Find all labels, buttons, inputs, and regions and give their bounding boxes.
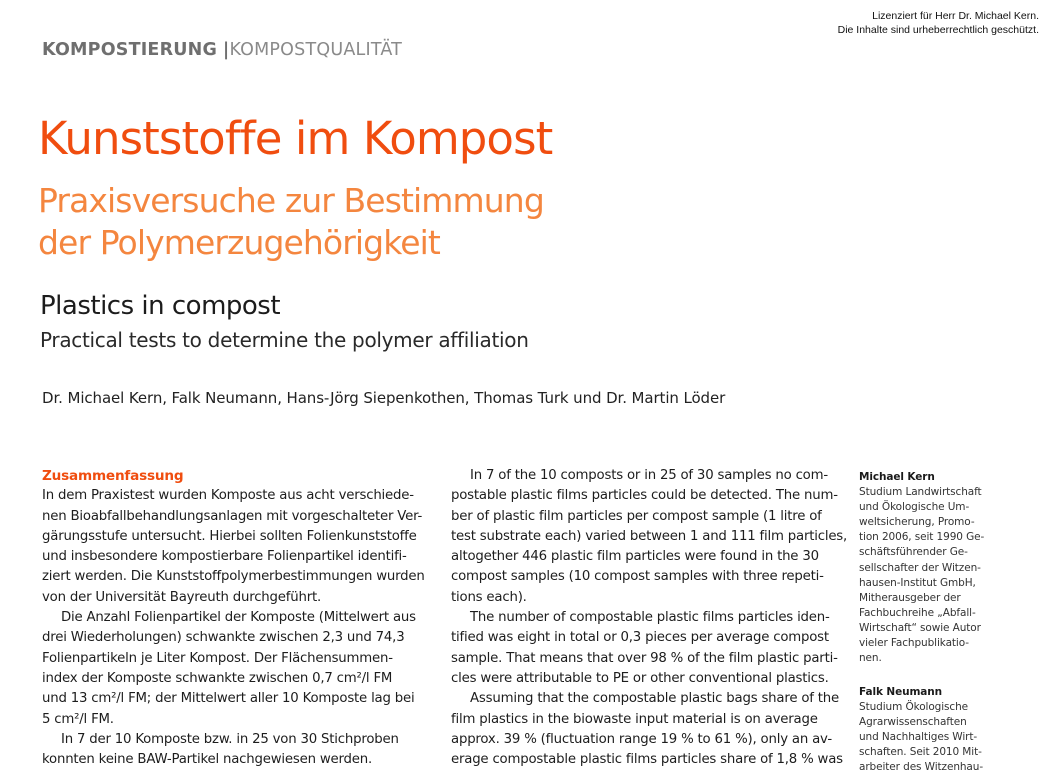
text-line: In dem Praxistest wurden Komposte aus acht verschiede- <box>42 488 414 504</box>
text-line: tions each). <box>451 589 527 605</box>
author-bio <box>859 470 984 666</box>
bio-line: und Ökologische Um- <box>859 501 970 514</box>
section-header <box>42 40 402 60</box>
bio-line: vieler Fachpublikatio- <box>859 637 969 650</box>
text-line: drei Wiederholungen) schwankte zwischen 2,3 und 74,3 <box>42 630 405 646</box>
section-subcategory: KOMPOSTQUALITÄT <box>229 40 403 60</box>
text-line: altogether 446 plastic film particles were found in the 30 <box>451 549 819 565</box>
text-line: ber of plastic film particles per compost sample (1 litre of <box>451 508 822 524</box>
abstract-english <box>451 466 847 770</box>
bio-line: nen. <box>859 652 882 665</box>
bio-line: und Nachhaltiges Wirt- <box>859 731 978 744</box>
bio-line: Fachbuchreihe „Abfall- <box>859 606 976 619</box>
text-line: gärungsstufe untersucht. Hierbei sollten Folienkunststoffe <box>42 528 417 544</box>
bio-line: hausen-Institut GmbH, <box>859 576 976 589</box>
abstract-german <box>42 466 425 770</box>
text-line: sample. That means that over 98 % of the film plastic parti- <box>451 650 838 666</box>
author-list: Dr. Michael Kern, Falk Neumann, Hans-Jörg Siepenkothen, Thomas Turk und Dr. Martin Löder <box>42 389 726 407</box>
subtitle-line: der Polymerzugehörigkeit <box>38 223 440 262</box>
text-line: 5 cm²/l FM. <box>42 711 114 727</box>
text-line: erage compostable plastic films particles share of 1,8 % was <box>451 752 843 768</box>
article-title: Kunststoffe im Kompost <box>38 112 553 165</box>
text-line: The number of compostable plastic films particles iden- <box>470 610 830 626</box>
bio-name: Falk Neumann <box>859 686 943 698</box>
section-category: KOMPOSTIERUNG <box>42 40 218 60</box>
text-line: von der Universität Bayreuth durchgeführt. <box>42 589 322 605</box>
subtitle-line: Praxisversuche zur Bestimmung <box>38 181 544 220</box>
text-line: In 7 der 10 Komposte bzw. in 25 von 30 Stichproben <box>61 731 399 747</box>
license-notice <box>838 9 1039 37</box>
text-line: film plastics in the biowaste input material is on average <box>451 711 818 727</box>
text-line: und insbesondere kompostierbare Folienpartikel identifi- <box>42 549 407 565</box>
text-line: und 13 cm²/l FM; der Mittelwert aller 10 Komposte lag bei <box>42 691 415 707</box>
bio-line: sellschafter der Witzen- <box>859 561 981 574</box>
bio-line: weltsicherung, Promo- <box>859 516 975 529</box>
text-line: konnten keine BAW-Partikel nachgewiesen werden. <box>42 752 372 768</box>
text-line: cles were attributable to PE or other conventional plastics. <box>451 670 829 686</box>
text-line: test substrate each) varied between 1 and 111 film particles, <box>451 528 848 544</box>
english-title: Plastics in compost <box>40 291 281 321</box>
text-line: approx. 39 % (fluctuation range 19 % to 61 %), only an av- <box>451 731 832 747</box>
bio-line: Studium Ökologische <box>859 701 969 714</box>
bio-line: schaften. Seit 2010 Mit- <box>859 746 982 759</box>
bio-line: Agrarwissenschaften <box>859 716 967 729</box>
bio-line: schäftsführender Ge- <box>859 546 968 559</box>
text-line: index der Komposte schwankte zwischen 0,7 cm²/l FM <box>42 670 393 686</box>
text-line: nen Bioabfallbehandlungsanlagen mit vorgeschalteter Ver- <box>42 508 423 524</box>
license-line: Lizenziert für Herr Dr. Michael Kern. <box>872 10 1039 22</box>
bio-name: Michael Kern <box>859 471 935 483</box>
text-line: postable plastic films particles could be detected. The num- <box>451 488 838 504</box>
bio-line: Studium Landwirtschaft <box>859 486 982 499</box>
text-line: In 7 of the 10 composts or in 25 of 30 samples no com- <box>470 468 828 483</box>
text-line: Assuming that the compostable plastic bags share of the <box>470 691 839 707</box>
bio-line: Mitherausgeber der <box>859 591 961 604</box>
text-line: tified was eight in total or 0,3 pieces per average compost <box>451 630 829 646</box>
abstract-heading: Zusammenfassung <box>42 468 184 484</box>
bio-line: tion 2006, seit 1990 Ge- <box>859 531 985 544</box>
english-subtitle: Practical tests to determine the polymer affiliation <box>40 328 529 352</box>
text-line: Folienpartikeln je Liter Kompost. Der Flächensummen- <box>42 650 393 666</box>
author-bio <box>859 685 983 776</box>
license-line: Die Inhalte sind urheberrechtlich geschützt. <box>837 24 1039 36</box>
text-line: Die Anzahl Folienpartikel der Komposte (Mittelwert aus <box>61 610 416 626</box>
section-separator: | <box>222 40 230 60</box>
bio-line: arbeiter des Witzenhau- <box>859 761 984 774</box>
bio-line: Wirtschaft“ sowie Autor <box>859 621 981 634</box>
text-line: ziert werden. Die Kunststoffpolymerbestimmungen wurden <box>42 569 425 585</box>
text-line: compost samples (10 compost samples with three repeti- <box>451 569 824 585</box>
article-subtitle <box>38 180 544 264</box>
